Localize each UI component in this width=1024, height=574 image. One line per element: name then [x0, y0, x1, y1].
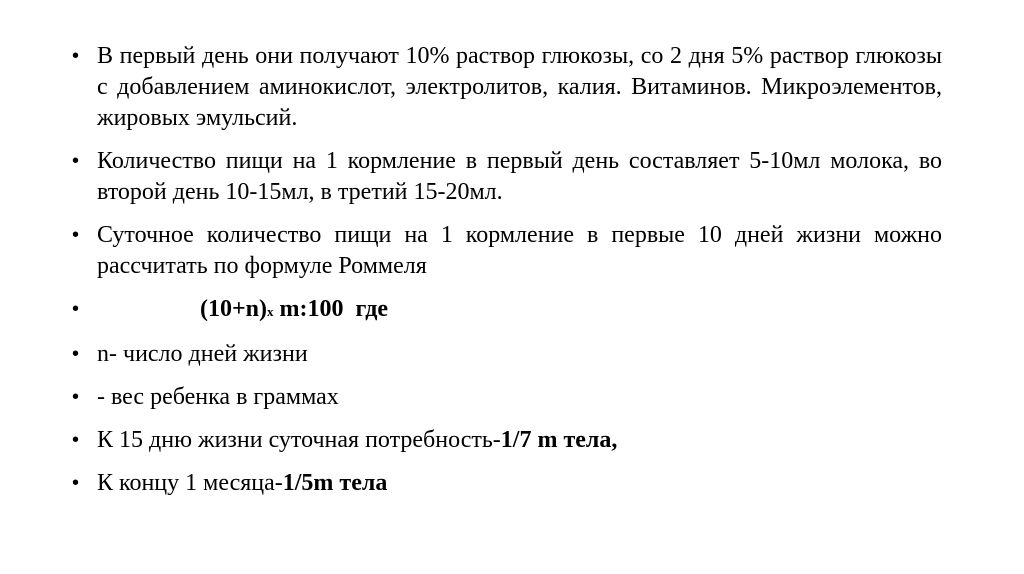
item-text: Количество пищи на 1 кормление в первый день составляет 5-10мл молока, во второй день 10-15мл, в третий 15-20мл.	[97, 148, 942, 205]
item-bold-value: 1/5m тела	[282, 470, 388, 496]
list-item-weight	[70, 382, 942, 413]
list-item-month1	[70, 468, 942, 499]
bullet-icon: •	[72, 386, 80, 408]
bullet-icon: •	[72, 45, 80, 67]
bullet-icon: •	[72, 224, 80, 246]
item-text: К 15 дню жизни суточная потребность-	[97, 427, 501, 453]
item-text: К концу 1 месяца-	[97, 470, 283, 496]
list-item-feeding-volume	[70, 146, 942, 208]
item-text: - вес ребенка в граммах	[97, 384, 339, 410]
bullet-icon: •	[72, 343, 80, 365]
bullet-icon: •	[72, 472, 80, 494]
formula-part1: (10+n)	[200, 296, 268, 322]
list-item-day15	[70, 425, 942, 456]
item-text: Суточное количество пищи на 1 кормление в первые 10 дней жизни можно рассчитать по формуле Роммеля	[97, 222, 942, 279]
list-item-glucose	[70, 41, 942, 134]
list-item-rommel-intro	[70, 220, 942, 282]
list-item-formula	[70, 294, 942, 327]
list-item-days	[70, 339, 942, 370]
bullet-list	[70, 41, 942, 511]
item-text: n- число дней жизни	[97, 341, 308, 367]
rommel-formula	[200, 294, 388, 327]
formula-part2: m:100 где	[273, 296, 388, 322]
bullet-icon: •	[72, 150, 80, 172]
item-bold-value: 1/7 m тела,	[500, 427, 618, 453]
formula-multiply: x	[267, 304, 274, 319]
bullet-icon: •	[72, 298, 80, 320]
bullet-icon: •	[72, 429, 80, 451]
item-text: В первый день они получают 10% раствор глюкозы, со 2 дня 5% раствор глюкозы с добавлением аминокислот, электролитов, калия. Витаминов. Микроэлементов, жировых эмульсий.	[97, 43, 942, 131]
